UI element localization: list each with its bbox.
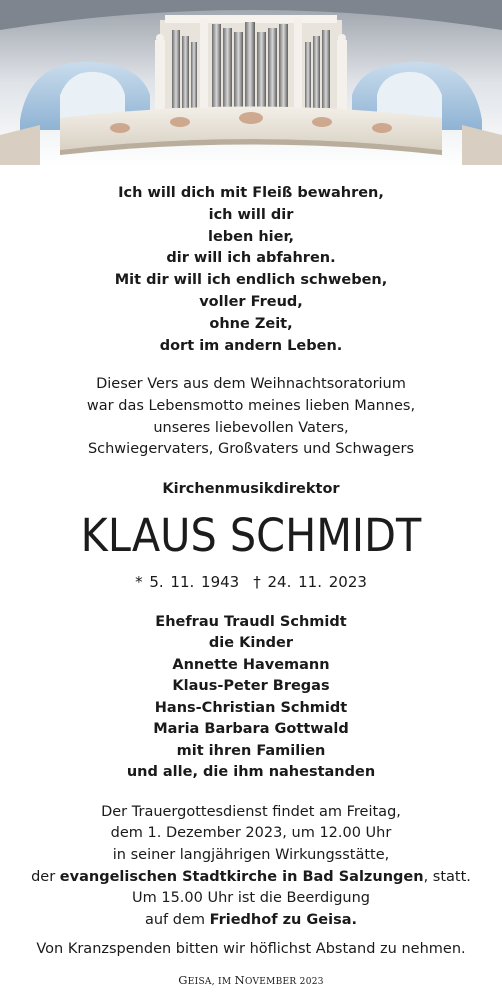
verse-line: dir will ich abfahren. bbox=[166, 250, 336, 267]
intro-line: Schwiegervaters, Großvaters und Schwagers bbox=[87, 441, 415, 458]
month-initial: N bbox=[234, 973, 245, 988]
mourner-line: Klaus-Peter Bregas bbox=[172, 678, 330, 695]
verse-line: dort im andern Leben. bbox=[159, 337, 343, 354]
cemetery-name: Friedhof zu Geisa. bbox=[209, 911, 358, 928]
bible-verse bbox=[0, 183, 502, 357]
obituary-text bbox=[0, 183, 502, 990]
place-rest: EISA, IM bbox=[187, 977, 235, 988]
intro-text bbox=[0, 374, 502, 460]
deceased-title: Kirchenmusikdirektor bbox=[162, 480, 340, 497]
verse-line: leben hier, bbox=[207, 228, 295, 245]
service-line bbox=[0, 867, 502, 889]
deceased-name: KLAUS SCHMIDT bbox=[80, 508, 422, 562]
wreath-note: Von Kranzspenden bitten wir höflichst Abstand zu nehmen. bbox=[36, 941, 466, 958]
year: 2023 bbox=[296, 977, 324, 988]
mourner-line: Annette Havemann bbox=[172, 656, 330, 673]
place-initial: G bbox=[178, 973, 188, 988]
mourner-line: Ehefrau Traudl Schmidt bbox=[155, 613, 347, 630]
mourner-line: die Kinder bbox=[208, 635, 294, 652]
verse-line: voller Freud, bbox=[199, 293, 303, 310]
service-line: Um 15.00 Uhr ist die Beerdigung bbox=[132, 890, 370, 907]
service-text: , statt. bbox=[423, 868, 471, 885]
service-text: der bbox=[31, 868, 60, 885]
service-line: Der Trauergottesdienst findet am Freitag, bbox=[101, 803, 401, 820]
verse-line: ohne Zeit, bbox=[209, 315, 293, 332]
intro-line: unseres liebevollen Vaters, bbox=[153, 419, 349, 436]
service-text: auf dem bbox=[144, 911, 210, 928]
mourner-line: mit ihren Familien bbox=[176, 742, 326, 759]
service-line: dem 1. Dezember 2023, um 12.00 Uhr bbox=[110, 825, 392, 842]
mourner-line: und alle, die ihm nahestanden bbox=[126, 764, 376, 781]
life-dates bbox=[0, 572, 502, 592]
service-line bbox=[0, 910, 502, 932]
organ-photo bbox=[0, 0, 502, 165]
verse-line: ich will dir bbox=[208, 206, 294, 223]
birth-date: * 5. 11. 1943 bbox=[135, 572, 240, 591]
service-line: in seiner langjährigen Wirkungsstätte, bbox=[112, 846, 390, 863]
mourners-list bbox=[0, 612, 502, 784]
verse-line: Mit dir will ich endlich schweben, bbox=[114, 272, 388, 289]
intro-line: war das Lebensmotto meines lieben Mannes, bbox=[86, 397, 416, 414]
month-rest: OVEMBER bbox=[244, 977, 297, 988]
verse-line: Ich will dich mit Fleiß bewahren, bbox=[118, 185, 384, 201]
place-date bbox=[0, 972, 502, 990]
intro-line: Dieser Vers aus dem Weihnachtsoratorium bbox=[96, 376, 406, 393]
death-date: † 24. 11. 2023 bbox=[253, 572, 367, 591]
church-name: evangelischen Stadtkirche in Bad Salzungen bbox=[59, 868, 424, 885]
funeral-service-info bbox=[0, 802, 502, 932]
mourner-line: Hans-Christian Schmidt bbox=[154, 699, 348, 716]
mourner-line: Maria Barbara Gottwald bbox=[153, 721, 349, 738]
